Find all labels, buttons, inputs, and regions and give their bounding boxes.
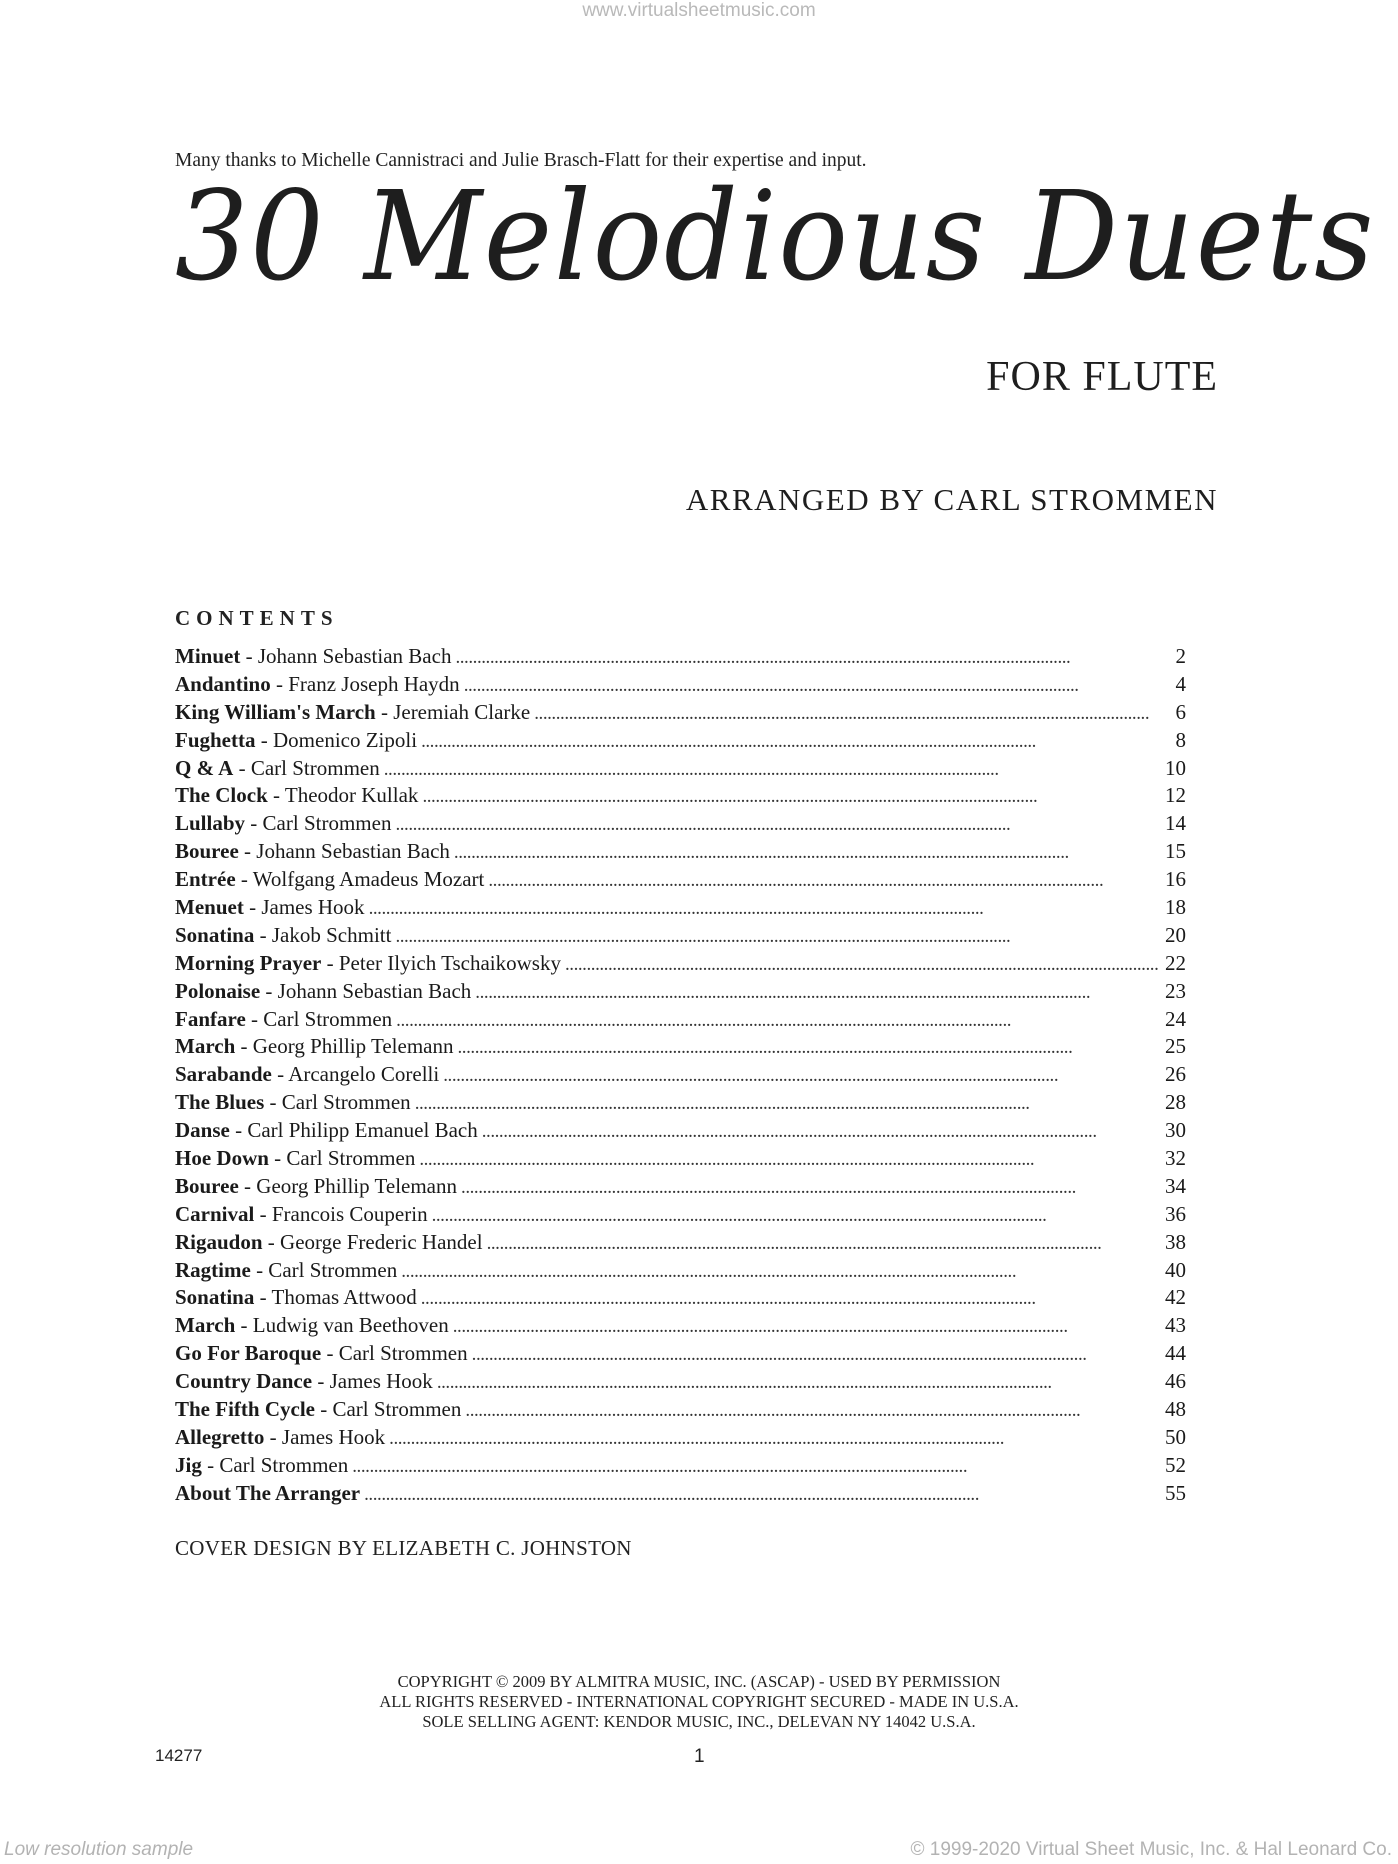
toc-entry-composer: - Carl Strommen [321,1341,468,1366]
toc-entry [175,1033,1186,1061]
toc-entry-composer: - Jeremiah Clarke [375,699,531,724]
toc-entry-page: 15 [1165,839,1186,864]
toc-dot-leader [487,1229,1158,1258]
toc-entry [175,1089,1186,1117]
toc-entry-title: Polonaise [175,978,261,1003]
toc-entry-title: Bouree [175,839,239,864]
toc-entry-title: Rigaudon [175,1229,263,1254]
toc-entry-page: 8 [1175,727,1186,752]
toc-entry-title: Ragtime [175,1257,251,1282]
toc-entry-page: 46 [1165,1369,1186,1394]
toc-entry-title: King William's March [175,699,376,724]
toc-dot-leader [458,1033,1159,1062]
toc-entry-composer: - Georg Phillip Telemann [238,1173,458,1198]
toc-entry-page: 42 [1165,1285,1186,1310]
toc-dot-leader [461,1173,1158,1202]
toc-entry [175,1424,1186,1452]
toc-dot-leader [395,922,1158,951]
toc-entry [175,671,1186,699]
toc-entry [175,1061,1186,1089]
toc-entry-page: 16 [1165,867,1186,892]
toc-dot-leader [488,866,1158,895]
toc-entry-title: Sonatina [175,1285,255,1310]
toc-entry [175,782,1186,810]
toc-entry-composer: - Johann Sebastian Bach [240,644,452,668]
toc-entry-composer: - Francois Couperin [254,1201,428,1226]
toc-entry-composer: - Carl Strommen [268,1146,416,1171]
toc-entry [175,894,1186,922]
toc-dot-leader [395,810,1158,839]
toc-dot-leader [401,1257,1158,1286]
toc-entry-title: Morning Prayer [175,950,322,975]
toc-entry-composer: - Carl Strommen [250,1257,398,1282]
toc-entry-page: 38 [1165,1229,1186,1254]
toc-entry-page: 43 [1165,1313,1186,1338]
toc-entry-composer: - James Hook [243,895,365,920]
page-title: 30 Melodious Duets [175,165,1376,309]
toc-entry-title: Fanfare [175,1006,246,1031]
toc-dot-leader [421,727,1158,756]
toc-entry-page: 52 [1165,1452,1186,1477]
toc-entry-title: The Blues [175,1090,265,1115]
toc-entry [175,755,1186,783]
toc-entry-composer: - Johann Sebastian Bach [260,978,472,1003]
toc-entry-title: March [175,1313,236,1338]
toc-entry-composer: - Carl Strommen [314,1397,462,1422]
toc-entry-title: Sarabande [175,1062,272,1087]
toc-entry-page: 50 [1165,1424,1186,1449]
toc-entry-page: 55 [1165,1480,1186,1505]
toc-entry-title: Carnival [175,1201,255,1226]
watermark-sample-note: Low resolution sample [4,1839,194,1860]
toc-entry-composer: - Carl Strommen [245,1006,393,1031]
toc-entry-title: Jig [175,1452,202,1477]
toc-entry [175,699,1186,727]
toc-dot-leader [455,643,1158,672]
watermark-site: www.virtualsheetmusic.com [582,0,816,21]
toc-entry-title: The Fifth Cycle [175,1397,315,1422]
toc-entry-title: Country Dance [175,1369,313,1394]
toc-entry-title: Hoe Down [175,1146,269,1171]
toc-entry-page: 34 [1165,1173,1186,1198]
toc-dot-leader [482,1117,1158,1146]
toc-dot-leader [389,1424,1158,1453]
toc-entry [175,1229,1186,1257]
toc-dot-leader [369,894,1158,923]
toc-entry-page: 22 [1165,950,1186,975]
toc-entry-composer: - Carl Philipp Emanuel Bach [229,1118,478,1143]
toc-entry [175,810,1186,838]
toc-entry [175,643,1186,671]
toc-dot-leader [534,699,1158,728]
toc-entry [175,1201,1186,1229]
toc-entry-composer: - George Frederic Handel [262,1229,483,1254]
toc-entry [175,1312,1186,1340]
cover-design-credit: COVER DESIGN BY ELIZABETH C. JOHNSTON [175,1536,632,1560]
toc-entry-page: 24 [1165,1006,1186,1031]
toc-entry [175,1452,1186,1480]
toc-dot-leader [364,1480,1158,1509]
watermark-copyright: © 1999-2020 Virtual Sheet Music, Inc. & Hal Leonard Co. [910,1839,1392,1860]
toc-dot-leader [415,1089,1158,1118]
toc-dot-leader [352,1452,1158,1481]
toc-entry-title: Minuet [175,644,241,668]
toc-dot-leader [437,1368,1158,1397]
toc-entry-page: 44 [1165,1341,1186,1366]
toc-dot-leader [565,950,1158,979]
toc-entry-page: 12 [1165,783,1186,808]
toc-entry-page: 2 [1175,644,1186,668]
toc-entry-page: 25 [1165,1034,1186,1059]
toc-entry-composer: - Thomas Attwood [254,1285,417,1310]
toc-entry [175,1480,1186,1508]
toc-entry-page: 36 [1165,1201,1186,1226]
toc-entry [175,838,1186,866]
toc-entry-composer: - Ludwig van Beethoven [235,1313,449,1338]
copyright-line: SOLE SELLING AGENT: KENDOR MUSIC, INC., DELEVAN NY 14042 U.S.A. [422,1712,976,1731]
toc-dot-leader [475,978,1158,1007]
toc-entry-page: 26 [1165,1062,1186,1087]
toc-entry [175,1006,1186,1034]
toc-entry [175,1257,1186,1285]
toc-entry [175,1340,1186,1368]
copyright-block [0,1672,1398,1732]
toc-entry-page: 6 [1175,699,1186,724]
catalog-number: 14277 [155,1746,203,1765]
toc-entry-page: 14 [1165,811,1186,836]
toc-entry-title: Danse [175,1118,230,1143]
toc-entry-composer: - Carl Strommen [245,811,392,836]
toc-entry-composer: - Carl Strommen [233,755,380,780]
toc-entry [175,727,1186,755]
toc-entry-title: Bouree [175,1173,239,1198]
toc-entry [175,1396,1186,1424]
toc-entry [175,1117,1186,1145]
toc-entry-page: 18 [1165,895,1186,920]
toc-entry-composer: - James Hook [264,1424,386,1449]
toc-entry-title: About The Arranger [175,1480,361,1505]
toc-entry-composer: - Wolfgang Amadeus Mozart [235,867,485,892]
toc-entry-title: Q & A [175,755,234,780]
toc-entry-page: 23 [1165,978,1186,1003]
toc-entry-composer: - Domenico Zipoli [255,727,418,752]
toc-entry [175,978,1186,1006]
toc-entry-composer: - Peter Ilyich Tschaikowsky [321,950,561,975]
toc-entry-title: The Clock [175,783,268,808]
arranger-credit: ARRANGED BY CARL STROMMEN [685,482,1218,517]
toc-entry-title: Sonatina [175,922,255,947]
toc-dot-leader [454,838,1158,867]
toc-dot-leader [464,671,1158,700]
copyright-line: COPYRIGHT © 2009 BY ALMITRA MUSIC, INC. (ASCAP) - USED BY PERMISSION [397,1672,1001,1691]
toc-entry-title: Go For Baroque [175,1341,322,1366]
acknowledgement: Many thanks to Michelle Cannistraci and Julie Brasch-Flatt for their expertise and input. [175,150,867,171]
toc-entry-composer: - Johann Sebastian Bach [238,839,450,864]
toc-entry-composer: - Arcangelo Corelli [271,1062,440,1087]
toc-entry-page: 30 [1165,1118,1186,1143]
toc-dot-leader [443,1061,1158,1090]
toc-entry-composer: - James Hook [312,1369,433,1394]
toc-entry [175,1173,1186,1201]
toc-entry [175,950,1186,978]
toc-entry-title: Entrée [175,867,236,892]
toc-dot-leader [432,1201,1158,1230]
toc-dot-leader [453,1312,1158,1341]
toc-entry-page: 32 [1165,1146,1186,1171]
toc-entry-composer: - Georg Phillip Telemann [235,1034,454,1059]
toc-entry-title: Allegretto [175,1424,265,1449]
toc-entry-composer: - Jakob Schmitt [254,922,392,947]
toc-entry [175,1145,1186,1173]
toc-dot-leader [422,782,1158,811]
toc-entry-title: Menuet [175,895,244,920]
toc-dot-leader [472,1340,1158,1369]
subtitle: FOR FLUTE [986,354,1218,400]
toc-entry [175,922,1186,950]
toc-entry-page: 28 [1165,1090,1186,1115]
toc-entry-page: 48 [1165,1397,1186,1422]
toc-entry-page: 40 [1165,1257,1186,1282]
toc-entry-composer: - Carl Strommen [201,1452,349,1477]
toc-entry-page: 20 [1165,922,1186,947]
toc-entry-composer: - Theodor Kullak [267,783,419,808]
toc-entry-title: Fughetta [175,727,256,752]
toc-dot-leader [396,1006,1158,1035]
toc-entry [175,1368,1186,1396]
toc-entry-composer: - Carl Strommen [264,1090,411,1115]
table-of-contents [175,643,1186,1508]
toc-entry [175,1284,1186,1312]
copyright-line: ALL RIGHTS RESERVED - INTERNATIONAL COPYRIGHT SECURED - MADE IN U.S.A. [379,1692,1019,1711]
contents-heading: CONTENTS [175,606,339,630]
toc-entry-title: Andantino [175,671,271,696]
toc-dot-leader [421,1284,1158,1313]
toc-entry-page: 4 [1175,671,1186,696]
toc-entry-title: March [175,1034,236,1059]
toc-dot-leader [419,1145,1158,1174]
page-number: 1 [694,1746,705,1767]
toc-dot-leader [465,1396,1158,1425]
toc-entry [175,866,1186,894]
toc-entry-composer: - Franz Joseph Haydn [270,671,460,696]
toc-entry-title: Lullaby [175,811,246,836]
toc-dot-leader [384,755,1158,784]
toc-entry-page: 10 [1165,755,1186,780]
